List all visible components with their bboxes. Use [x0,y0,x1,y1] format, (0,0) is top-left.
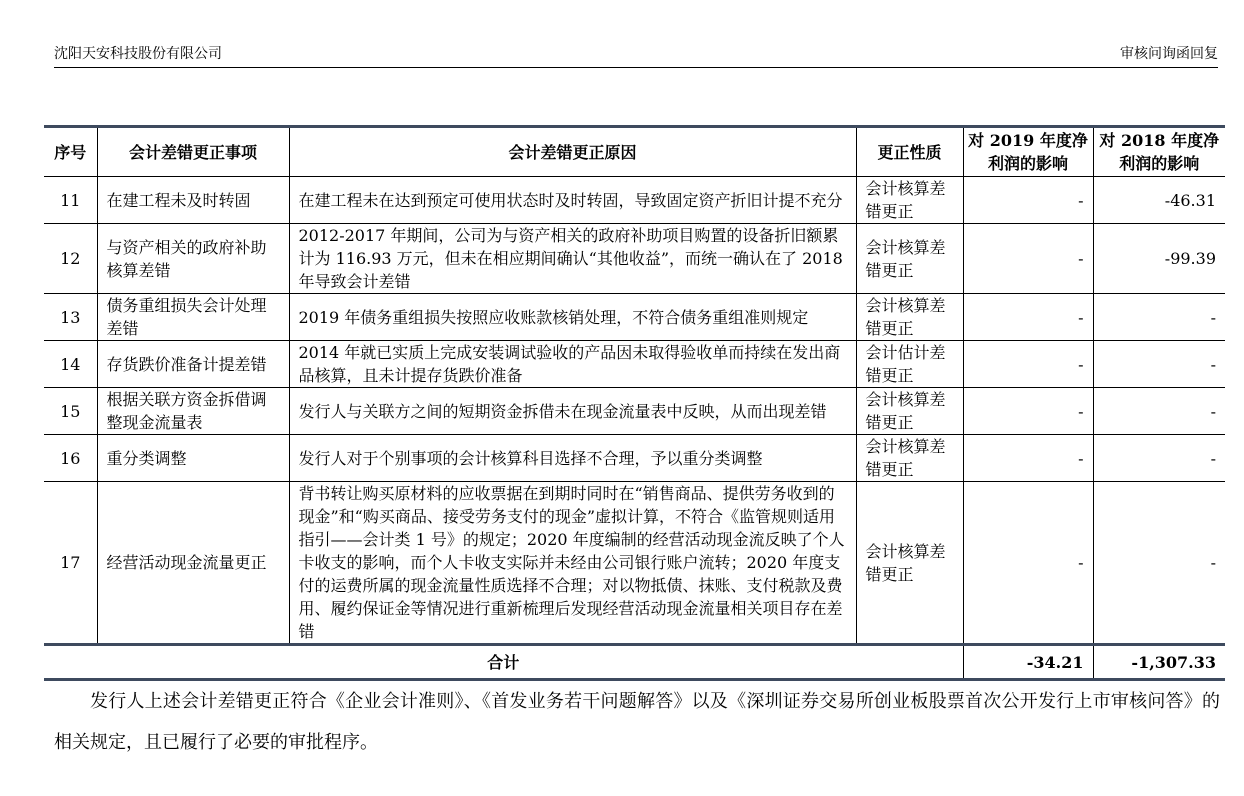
total-label: 合计 [44,645,963,680]
conclusion-paragraph: 发行人上述会计差错更正符合《企业会计准则》、《首发业务若干问题解答》以及《深圳证券交易所创业板股票首次公开发行上市审核问答》的相关规定，且已履行了必要的审批程序。 [54,691,1220,753]
row-2018: - [1093,341,1225,388]
row-nature: 会计核算差错更正 [856,177,963,224]
col-header-reason: 会计差错更正原因 [289,127,856,177]
table-row [44,341,1225,388]
row-reason: 在建工程未在达到预定可使用状态时及时转固，导致固定资产折旧计提不充分 [289,177,856,224]
row-2018: - [1093,482,1225,645]
col-header-nature: 更正性质 [856,127,963,177]
row-item: 存货跌价准备计提差错 [97,341,289,388]
row-nature: 会计核算差错更正 [856,388,963,435]
row-nature: 会计核算差错更正 [856,294,963,341]
table-total-row [44,645,1225,680]
row-reason: 2014 年就已实质上完成安装调试验收的产品因未取得验收单而持续在发出商品核算，且未计提存货跌价准备 [289,341,856,388]
row-2019: - [963,388,1093,435]
total-2019: -34.21 [963,645,1093,680]
header-company: 沈阳天安科技股份有限公司 [54,46,222,62]
col-header-item: 会计差错更正事项 [97,127,289,177]
row-2019: - [963,435,1093,482]
row-no: 14 [44,341,97,388]
row-reason: 发行人与关联方之间的短期资金拆借未在现金流量表中反映，从而出现差错 [289,388,856,435]
row-item: 经营活动现金流量更正 [97,482,289,645]
total-2018: -1,307.33 [1093,645,1225,680]
table-header-row [44,127,1225,177]
row-item: 重分类调整 [97,435,289,482]
row-2019: - [963,177,1093,224]
col-header-no: 序号 [44,127,97,177]
row-no: 13 [44,294,97,341]
col-header-2018: 对 2018 年度净利润的影响 [1093,127,1225,177]
row-item: 债务重组损失会计处理差错 [97,294,289,341]
row-no: 16 [44,435,97,482]
table-row [44,224,1225,294]
row-nature: 会计核算差错更正 [856,435,963,482]
row-nature: 会计估计差错更正 [856,341,963,388]
row-reason: 背书转让购买原材料的应收票据在到期时同时在“销售商品、提供劳务收到的现金”和“购买商品、接受劳务支付的现金”虚拟计算，不符合《监管规则适用指引——会计类 1 号》的规定；2020 年度编制的经营活动现金流反映了个人卡收支的影响，而个人卡收支实际并未经由公司银行账户流转；2020 年度支付的运费所属的现金流量性质选择不合理；对以物抵债、抹账、支付税款及费用、履约保证金等情况进行重新梳理后发现经营活动现金流量相关项目存在差错 [289,482,856,645]
row-2019: - [963,341,1093,388]
row-item: 在建工程未及时转固 [97,177,289,224]
table-row [44,482,1225,645]
row-2019: - [963,294,1093,341]
header-doc-type: 审核问询函回复 [1120,46,1218,62]
row-2019: - [963,482,1093,645]
row-reason: 2019 年债务重组损失按照应收账款核销处理，不符合债务重组准则规定 [289,294,856,341]
col-header-2019: 对 2019 年度净利润的影响 [963,127,1093,177]
row-no: 15 [44,388,97,435]
row-no: 12 [44,224,97,294]
row-nature: 会计核算差错更正 [856,224,963,294]
table-row [44,388,1225,435]
table-row [44,294,1225,341]
row-2018: - [1093,294,1225,341]
row-2018: -99.39 [1093,224,1225,294]
row-2019: - [963,224,1093,294]
row-2018: - [1093,388,1225,435]
row-2018: - [1093,435,1225,482]
row-item: 与资产相关的政府补助核算差错 [97,224,289,294]
correction-table [44,125,1225,681]
row-item: 根据关联方资金拆借调整现金流量表 [97,388,289,435]
row-reason: 2012-2017 年期间，公司为与资产相关的政府补助项目购置的设备折旧额累计为 116.93 万元，但未在相应期间确认“其他收益”，而统一确认在了 2018 年导致会计差错 [289,224,856,294]
row-no: 11 [44,177,97,224]
header-rule [54,67,1218,68]
row-2018: -46.31 [1093,177,1225,224]
table-row [44,435,1225,482]
table-row [44,177,1225,224]
row-nature: 会计核算差错更正 [856,482,963,645]
row-reason: 发行人对于个别事项的会计核算科目选择不合理，予以重分类调整 [289,435,856,482]
row-no: 17 [44,482,97,645]
